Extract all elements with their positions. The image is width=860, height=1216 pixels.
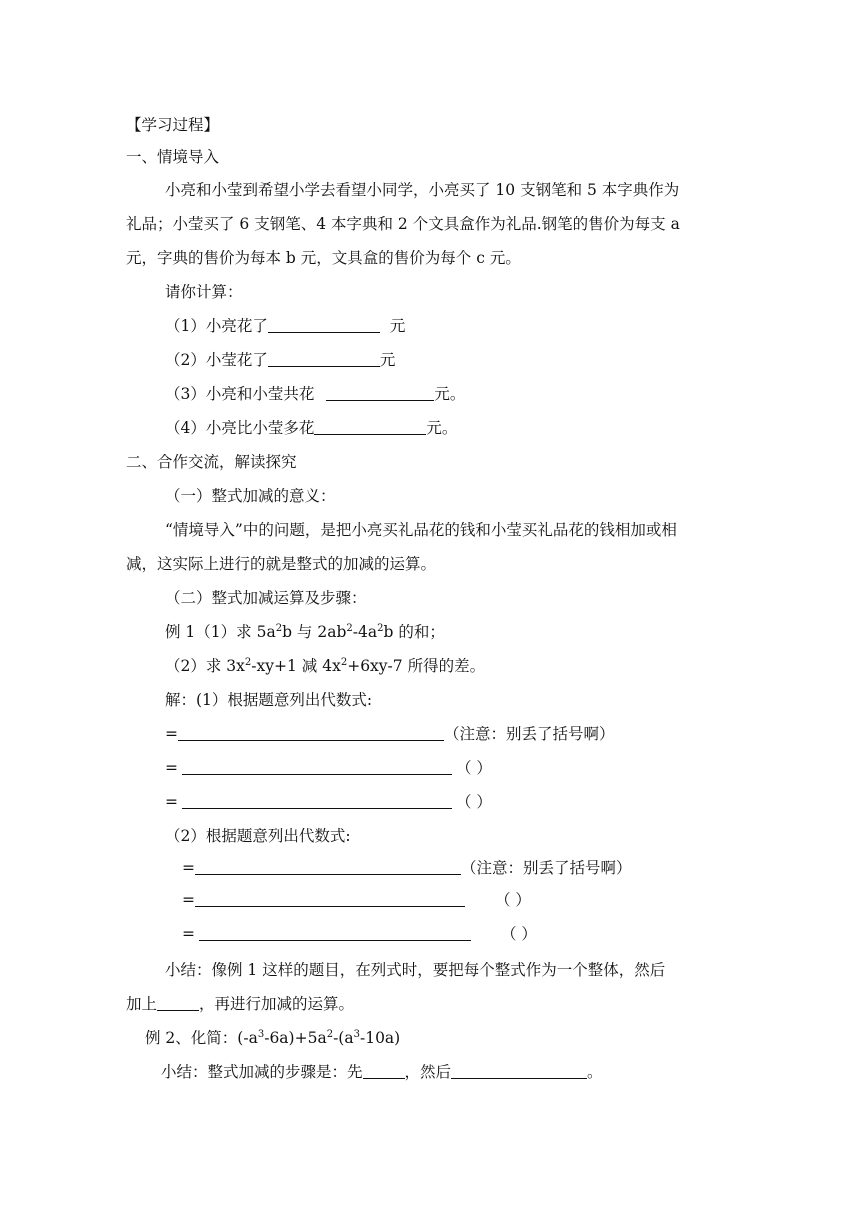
solution1-step2 (165, 758, 492, 778)
subsection1-title: （一）整式加减的意义： (165, 487, 336, 505)
example1-part1-text-b: b 与 2ab (282, 623, 347, 641)
summary-blank[interactable] (363, 1063, 405, 1079)
summary-blank[interactable] (451, 1063, 587, 1079)
question-1-unit: 元 (389, 317, 406, 335)
example1-part2-text-a: （2）求 3x (165, 657, 245, 675)
question-3-label: （3）小亮和小莹共花 (165, 385, 315, 403)
equals-sign: = (182, 925, 195, 943)
question-4-label: （4）小亮比小莹多花 (165, 419, 315, 437)
question-3-unit: 元。 (434, 385, 466, 403)
solution1-step3 (165, 792, 492, 812)
question-2-label: （2）小莹花了 (165, 351, 268, 369)
section1-title: 一、情境导入 (126, 148, 220, 166)
example1-part1-text-c: -4a (352, 623, 378, 641)
example1-part2-text-b: -xy+1 减 4x (251, 657, 341, 675)
example1-part2 (165, 656, 485, 676)
exponent: 2 (340, 657, 348, 668)
question-4-unit: 元。 (426, 419, 458, 437)
solution-blank[interactable] (178, 725, 444, 741)
meaning-text-line1: “情境导入”中的问题，是把小亮买礼品花的钱和小莹买礼品花的钱相加或相 (165, 521, 677, 539)
section-heading: 【学习过程】 (126, 116, 220, 134)
solution-intro: 解：(1）根据题意列出代数式: (165, 691, 373, 709)
solution-blank[interactable] (199, 925, 471, 941)
solution-blank[interactable] (195, 859, 461, 875)
example1-part1-text-d: b 的和； (383, 623, 445, 641)
exponent: 2 (377, 623, 384, 634)
equals-sign: = (165, 759, 178, 777)
question-1 (165, 316, 405, 336)
reason-paren[interactable]: （ ） (456, 793, 492, 811)
example2 (145, 1028, 400, 1048)
exponent: 3 (353, 1029, 360, 1040)
example2-text-d: -10a) (359, 1029, 401, 1047)
question-3 (165, 384, 465, 404)
parenthesis-note: （注意：别丢了括号啊） (461, 859, 632, 877)
solution-blank[interactable] (182, 793, 452, 809)
exponent: 2 (275, 623, 283, 634)
solution-blank[interactable] (195, 891, 465, 907)
scenario-text-line3: 元，字典的售价为每本 b 元，文具盒的售价为每个 c 元。 (126, 249, 521, 267)
answer-blank-4[interactable] (314, 419, 426, 435)
exponent: 2 (326, 1029, 334, 1040)
equals-sign: = (165, 793, 178, 811)
reason-paren[interactable]: （ ） (456, 759, 492, 777)
question-2 (165, 350, 395, 370)
solution2-step1 (182, 858, 632, 878)
example1-part1 (165, 622, 445, 642)
question-2-unit: 元 (379, 351, 396, 369)
example1-part2-text-c: +6xy-7 所得的差。 (347, 657, 486, 675)
summary2-text-c: 。 (587, 1063, 603, 1081)
summary2-text-a: 小结：整式加减的步骤是：先 (161, 1063, 363, 1081)
answer-blank-1[interactable] (268, 317, 380, 333)
summary2-text-b: ，然后 (404, 1063, 452, 1081)
meaning-text-line2: 减，这实际上进行的就是整式的加减的运算。 (126, 555, 437, 573)
reason-paren[interactable]: （ ） (495, 891, 531, 909)
reason-paren[interactable]: （ ） (501, 925, 537, 943)
solution1-step1 (165, 724, 615, 744)
example2-text-b: -6a)+5a (264, 1029, 327, 1047)
subsection2-title: （二）整式加减运算及步骤： (165, 589, 367, 607)
question-1-label: （1）小亮花了 (165, 317, 268, 335)
exponent: 3 (257, 1029, 265, 1040)
equals-sign: = (182, 891, 195, 909)
example1-part1-text-a: 例 1（1）求 5a (165, 623, 276, 641)
summary1-line1: 小结：像例 1 这样的题目，在列式时，要把每个整式作为一个整体，然后 (165, 961, 666, 979)
solution2-step2 (182, 890, 531, 910)
answer-blank-2[interactable] (268, 351, 380, 367)
solution2-intro: （2）根据题意列出代数式: (165, 827, 351, 845)
scenario-text-line2: 礼品；小莹买了 6 支钢笔、4 本字典和 2 个文具盒作为礼品.钢笔的售价为每支 a (126, 215, 680, 233)
summary1-line2 (126, 994, 354, 1014)
calc-prompt: 请你计算： (165, 283, 243, 301)
example2-text-a: 例 2、化简：(-a (145, 1029, 258, 1047)
answer-blank-3[interactable] (326, 385, 434, 401)
parenthesis-note: （注意：别丢了括号啊） (444, 725, 615, 743)
example2-text-c: -(a (333, 1029, 354, 1047)
solution2-step3 (182, 924, 537, 944)
exponent: 2 (244, 657, 252, 668)
summary1-text-a: 加上 (126, 995, 158, 1013)
exponent: 2 (346, 623, 353, 634)
question-4 (165, 418, 457, 438)
section2-title: 二、合作交流，解读探究 (126, 453, 297, 471)
equals-sign: = (165, 725, 178, 743)
solution-blank[interactable] (182, 759, 452, 775)
summary1-text-b: ，再进行加减的运算。 (199, 995, 355, 1013)
summary-blank[interactable] (157, 995, 199, 1011)
equals-sign: = (182, 859, 195, 877)
summary2 (161, 1062, 603, 1082)
scenario-text-line1: 小亮和小莹到希望小学去看望小同学，小亮买了 10 支钢笔和 5 本字典作为 (165, 181, 680, 199)
